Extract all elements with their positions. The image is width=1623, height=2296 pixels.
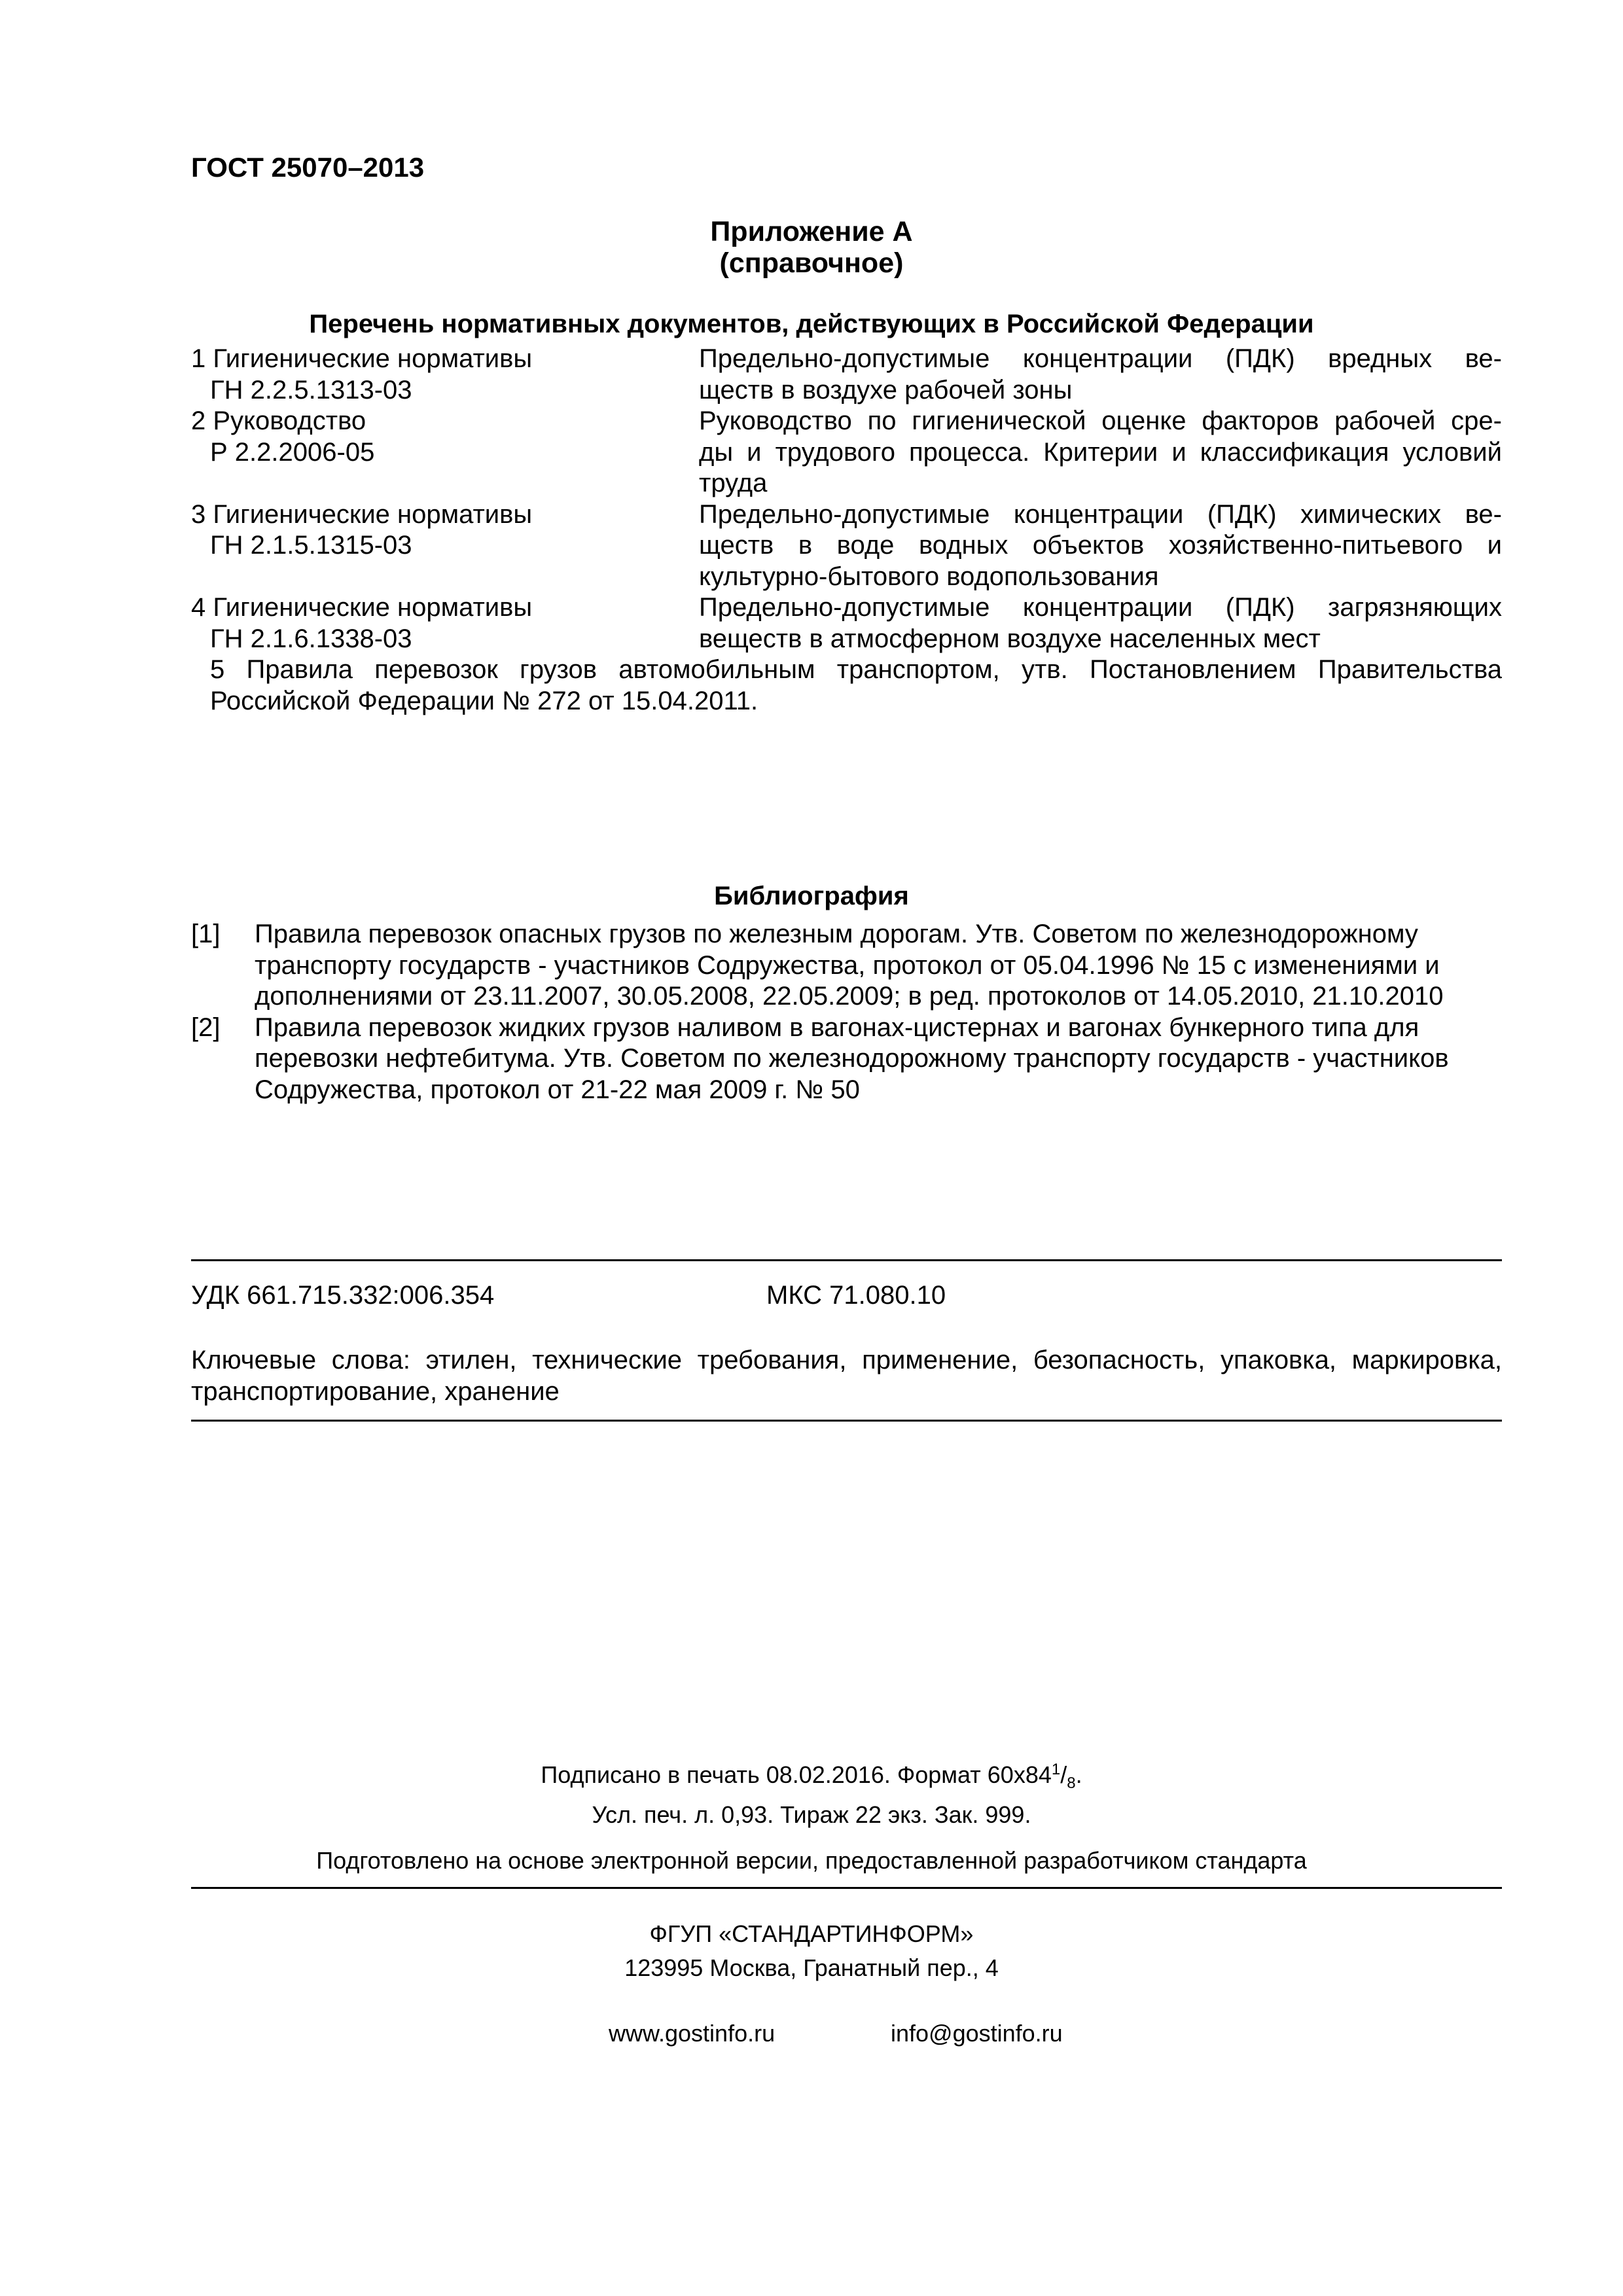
- reference-description-line: ществ в воде водных объектов хозяйственно-питьевого и: [699, 531, 1502, 560]
- bibliography-line: Содружества, протокол от 21-22 мая 2009 г. № 50: [255, 1075, 860, 1104]
- reference-list: [191, 344, 1502, 717]
- prepared-note: Подготовлено на основе электронной версии, предоставленной разработчиком стандарта: [316, 1847, 1307, 1874]
- bibliography-line: Правила перевозок опасных грузов по железным дорогам. Утв. Советом по железнодорожному: [255, 920, 1418, 948]
- reference-item-5: [191, 655, 1502, 717]
- bibliography-number: [1]: [191, 920, 221, 948]
- reference-code: ГН 2.1.5.1315-03: [210, 531, 412, 560]
- reference-code: ГН 2.1.6.1338-03: [210, 624, 412, 653]
- bibliography-item: [191, 1013, 1502, 1106]
- keywords: [191, 1345, 1502, 1407]
- reference-description-line: Предельно-допустимые концентрации (ПДК) загрязняющих: [699, 593, 1502, 622]
- divider-top: [191, 1259, 1502, 1261]
- appendix-subtitle: (справочное): [719, 247, 904, 279]
- reference-item-5-line: Российской Федерации № 272 от 15.04.2011.: [210, 686, 758, 715]
- format-end: .: [1075, 1761, 1082, 1788]
- format-denominator: 8: [1067, 1774, 1076, 1793]
- bibliography-item: [191, 919, 1502, 1013]
- reference-description-line: веществ в атмосферном воздухе населенных мест: [699, 624, 1321, 653]
- reference-item: [191, 499, 1502, 593]
- publisher-website[interactable]: www.gostinfo.ru: [609, 2020, 776, 2047]
- bibliography-list: [191, 919, 1502, 1105]
- bibliography-title: Библиография: [714, 882, 909, 910]
- reference-description-line: культурно-бытового водопользования: [699, 562, 1159, 591]
- reference-description-line: Предельно-допустимые концентрации (ПДК) вредных ве-: [699, 344, 1502, 373]
- divider-bottom: [191, 1420, 1502, 1422]
- reference-code: ГН 2.2.5.1313-03: [210, 375, 412, 404]
- reference-description-line: труда: [699, 469, 768, 497]
- format-slash: /: [1060, 1761, 1067, 1788]
- udk-code: УДК 661.715.332:006.354: [191, 1281, 495, 1310]
- document-code: ГОСТ 25070–2013: [191, 152, 425, 183]
- format-numerator: 1: [1051, 1761, 1061, 1778]
- reference-description-line: ществ в воздухе рабочей зоны: [699, 375, 1073, 404]
- reference-item: [191, 344, 1502, 406]
- bibliography-line: Правила перевозок жидких грузов наливом в вагонах-цистернах и вагонах бункерного типа для: [255, 1013, 1419, 1042]
- reference-type: 2 Руководство: [191, 406, 366, 435]
- signed-to-print-text: Подписано в печать 08.02.2016. Формат 60x84: [541, 1761, 1052, 1788]
- reference-description-line: Руководство по гигиенической оценке факторов рабочей сре-: [699, 406, 1502, 435]
- keywords-line: Ключевые слова: этилен, технические требования, применение, безопасность, упаковка, маркировка,: [191, 1346, 1502, 1374]
- publisher-address: 123995 Москва, Гранатный пер., 4: [624, 1954, 999, 1981]
- keywords-line: транспортирование, хранение: [191, 1376, 560, 1406]
- publisher-name: ФГУП «СТАНДАРТИНФОРМ»: [649, 1920, 974, 1947]
- reference-list-title: Перечень нормативных документов, действующих в Российской Федерации: [309, 310, 1314, 338]
- reference-type: 1 Гигиенические нормативы: [191, 344, 533, 373]
- reference-description-line: Предельно-допустимые концентрации (ПДК) химических ве-: [699, 499, 1502, 529]
- print-info: Усл. печ. л. 0,93. Тираж 22 экз. Зак. 999.: [592, 1801, 1031, 1828]
- publisher-email[interactable]: info@gostinfo.ru: [891, 2020, 1063, 2047]
- bibliography-line: дополнениями от 23.11.2007, 30.05.2008, 22.05.2009; в ред. протоколов от 14.05.2010, 21.10.2010: [255, 982, 1444, 1011]
- reference-description-line: ды и трудового процесса. Критерии и классификация условий: [699, 437, 1502, 467]
- reference-type: 4 Гигиенические нормативы: [191, 593, 533, 622]
- bibliography-line: перевозки нефтебитума. Утв. Советом по железнодорожному транспорту государств - участников: [255, 1044, 1449, 1073]
- divider-imprint: [191, 1887, 1502, 1889]
- mks-code: МКС 71.080.10: [766, 1281, 946, 1310]
- reference-code: Р 2.2.2006-05: [210, 437, 375, 467]
- reference-item: [191, 406, 1502, 499]
- bibliography-line: транспорту государств - участников Содружества, протокол от 05.04.1996 № 15 с изменениями и: [255, 950, 1440, 980]
- signed-to-print: [0, 1761, 1623, 1793]
- reference-type: 3 Гигиенические нормативы: [191, 499, 533, 529]
- bibliography-number: [2]: [191, 1013, 221, 1042]
- reference-item: [191, 592, 1502, 655]
- reference-item-5-line: 5 Правила перевозок грузов автомобильным транспортом, утв. Постановлением Правительства: [210, 655, 1502, 684]
- appendix-title: Приложение А: [710, 216, 913, 247]
